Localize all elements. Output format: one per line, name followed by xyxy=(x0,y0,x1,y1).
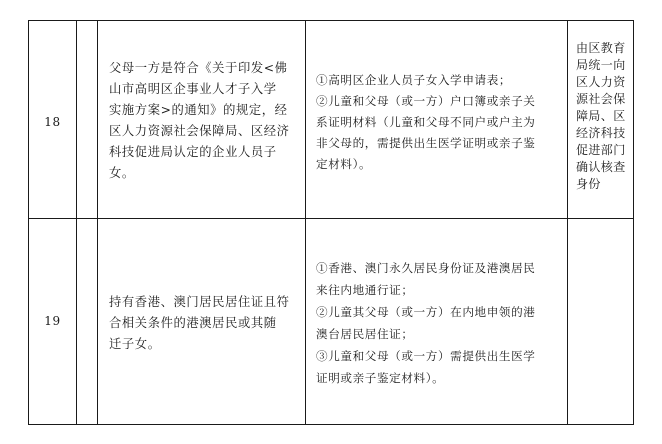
condition-cell xyxy=(109,292,301,355)
materials-line: ①高明区企业人员子女入学申请表； xyxy=(316,73,512,87)
condition-line: 合相关条件的港澳居民或其随 xyxy=(109,316,277,330)
column-divider xyxy=(305,20,306,425)
department-cell xyxy=(576,40,632,193)
row-separator xyxy=(28,218,634,219)
materials-line: ②儿童其父母（或一方）在内地申领的港 xyxy=(316,305,536,319)
condition-line: 山市高明区企事业人才子入学 xyxy=(109,82,277,96)
materials-line: 证明或亲子鉴定材料）。 xyxy=(316,371,445,385)
materials-line: 来往内地通行证； xyxy=(316,283,414,297)
department-line: 区人力资 xyxy=(576,75,626,89)
condition-line: 父母一方是符合《关于印发<佛 xyxy=(109,61,288,75)
condition-cell xyxy=(109,58,301,184)
condition-line: 区人力资源社会保障局、区经济 xyxy=(109,124,290,138)
table-left-border xyxy=(28,20,29,425)
department-line: 局统一向 xyxy=(576,58,626,72)
condition-line: 持有香港、澳门居民居住证且符 xyxy=(109,295,290,309)
materials-line: ③儿童和父母（或一方）需提供出生医学 xyxy=(316,349,536,363)
condition-line: 科技促进局认定的企业人员子 xyxy=(109,145,277,159)
table-top-border xyxy=(28,20,634,21)
materials-line: 系证明材料（儿童和父母不同户或户主为 xyxy=(316,115,536,129)
column-divider xyxy=(76,20,77,425)
condition-line: 女。 xyxy=(109,166,135,180)
materials-cell xyxy=(316,70,564,175)
department-line: 确认核查 xyxy=(576,160,626,174)
department-line: 促进部门 xyxy=(576,143,626,157)
materials-cell xyxy=(316,257,564,389)
materials-line: 澳台居民居住证； xyxy=(316,327,414,341)
department-line: 经济科技 xyxy=(576,126,626,140)
department-line: 由区教育 xyxy=(576,41,626,55)
row-number: 18 xyxy=(44,115,61,129)
condition-line: 实施方案>的通知》的规定，经 xyxy=(109,103,288,117)
materials-line: ①香港、澳门永久居民身份证及港澳居民 xyxy=(316,261,536,275)
department-line: 源社会保 xyxy=(576,92,626,106)
condition-line: 迁子女。 xyxy=(109,337,161,351)
column-divider xyxy=(97,20,98,425)
column-divider xyxy=(567,20,568,425)
materials-line: ②儿童和父母（或一方）户口簿或亲子关 xyxy=(316,94,536,108)
materials-line: 非父母的，需提供出生医学证明或亲子鉴 xyxy=(316,136,536,150)
department-line: 身份 xyxy=(576,177,601,191)
row-number: 19 xyxy=(44,314,61,328)
table-bottom-border xyxy=(28,424,634,425)
department-line: 障局、区 xyxy=(576,109,626,123)
materials-line: 定材料）。 xyxy=(316,157,372,171)
table-right-border xyxy=(633,20,634,425)
